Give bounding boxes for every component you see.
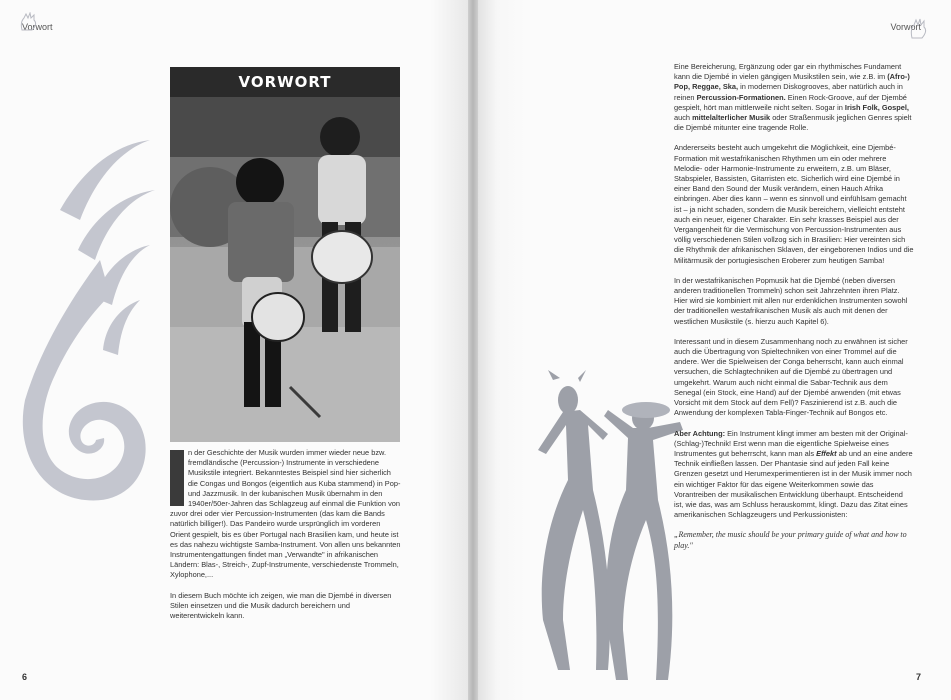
corner-hand-icon — [18, 12, 40, 34]
running-head-right: Vorwort — [890, 22, 921, 32]
quote: „Remember, the music should be your primary guide of what and how to play." — [674, 530, 907, 550]
paragraph: n der Geschichte der Musik wurden immer wieder neue bzw. fremdländische (Percussion-) Instrumente in verschiedene Musikstile integriert. Bekanntestes Beispiel sind hier sicherlich die Congas und Bongos (eigentlich aus Kuba stammend) in Pop- und Jazzmusik. In der kubanischen Musik übernahm in den 1940er/50er-Jahren das Schlagzeug auf einmal die Funktion von zuvor drei oder vier Percussion-Instrumenten (das kam die Bands natürlich billiger!). Das Pandeiro wurde ursprünglich im vorderen Orient gespielt, bis es über Portugal nach Brasilien kam, und heute ist es das nahezu wichtigste Samba-Instrument. Von allen uns bekannten Instrumentengattungen findet man „Verwandte" in afrikanischen Ländern: Blas-, Streich-, Zupf-Instrumente, verschiedenste Trommeln, Xylophone,... — [170, 448, 401, 580]
running-head-left: Vorwort — [22, 22, 53, 32]
chapter-title: VORWORT — [170, 67, 400, 97]
paragraph: In der westafrikanischen Popmusik hat die Djembé (neben diversen anderen traditionellen Trommeln) schon seit Jahrzehnten ihren Platz. Hier wird sie kombiniert mit allen nur erdenklichen Instrumenten sowohl der traditionellen westafrikanischen Musik als auch mit denen der westlichen Musikstile (s. hierzu auch Kapitel 6). — [674, 275, 908, 326]
paragraph: Eine Bereicherung, Ergänzung oder gar ein rhythmisches Fundament kann die Djembé in vielen gängigen Musikstilen sein, wie z.B. im (Afro-) Pop, Reggae, Ska, in modernen Diskogrooves, aber natürlich auch in reinen Percussion-Formationen. Einen Rock-Groove, auf der Djembé gespielt, hört man mittlerweile nicht selten. Sogar in Irish Folk, Gospel, auch mittelalterlicher Musik oder Straßenmusik jeglichen Genres spielt die Djembé mitunter eine tragende Rolle. — [674, 62, 912, 133]
paragraph: Aber Achtung: Ein Instrument klingt immer am besten mit der Original-(Schlag-)Technik! Erst wenn man die eigentliche Spielweise eines Instrumentes gut beherrscht, kann man als Effekt ab und an eine andere Technik einfließen lassen. Der Phantasie sind auf jeden Fall keine Grenzen gesetzt und Herumexperimentieren ist in der Musik immer noch ein wichtiger Faktor für das eigene Weiterkommen sowie das Vorantreiben der musikalischen Entwicklung überhaupt. Entscheidend ist, wie das, was am Schluss herauskommt, klingt. Dazu das Zitat eines amerikanischen Schlagzeugers und Perkussionisten: — [674, 428, 913, 520]
dropcap — [170, 450, 184, 506]
book-gutter — [468, 0, 478, 700]
photo-children-with-djembes — [170, 97, 400, 442]
left-page — [0, 0, 468, 700]
page-number-right: 7 — [915, 672, 921, 682]
paragraph: In diesem Buch möchte ich zeigen, wie man die Djembé in diversen Stilen einsetzen und die Musik dadurch bereichern und weiterentwickeln kann. — [170, 590, 392, 621]
hand-spiral-icon — [0, 120, 175, 520]
paragraph: Andererseits besteht auch umgekehrt die Möglichkeit, eine Djembé-Formation mit westafrikanischen Rhythmen um ein oder mehrere Melodie- oder Harmonie-Instrumente zu erweitern, z.B. um Bläser, Stabspieler, Bassisten, Gitarristen etc. Sicherlich wird eine Djembé in einer Band den Sound der Musik verändern, einen Hauch Afrika einbringen. Aber dies kann – wenn es sinnvoll und einfühlsam gemacht ist – ja nicht schaden, sondern die Musik bereichern, vielleicht entsteht auch ein neuer, eigener Charakter. Ein sehr krasses Beispiel aus der Vergangenheit für die Vermischung von Percussion-Instrumenten aus völlig verschiedenen Stilen vollzog sich in Brasilien: Hier vereinten sich die Rhythmik der afrikanischen Sklaven, der eingeborenen Indios und die Militärmusik der portugiesischen Eroberer zum heutigen Samba! — [674, 143, 914, 265]
right-page — [478, 0, 951, 700]
right-body-text — [674, 62, 914, 561]
corner-hand-icon — [907, 18, 931, 42]
left-body-text — [170, 448, 402, 631]
paragraph: Interessant und in diesem Zusammenhang noch zu erwähnen ist sicher auch die Übertragung von Spieltechniken von einer Trommel auf die andere. Wer die Spielweisen der Conga beherrscht, kann auch einmal versuchen, die Schlagtechniken auf die Djembé zu übertragen und umgekehrt. Warum auch nicht einmal die Sabar-Technik aus dem Senegal (ein Stock, eine Hand) auf der Djembé anwenden (mit etwas Vorsicht mit dem Stock auf dem Fell)? Faszinierend ist z.B. auch die Anwendung der komplexen Tabla-Finger-Technik auf Bongos etc. — [674, 336, 908, 418]
page-number-left: 6 — [22, 672, 28, 682]
